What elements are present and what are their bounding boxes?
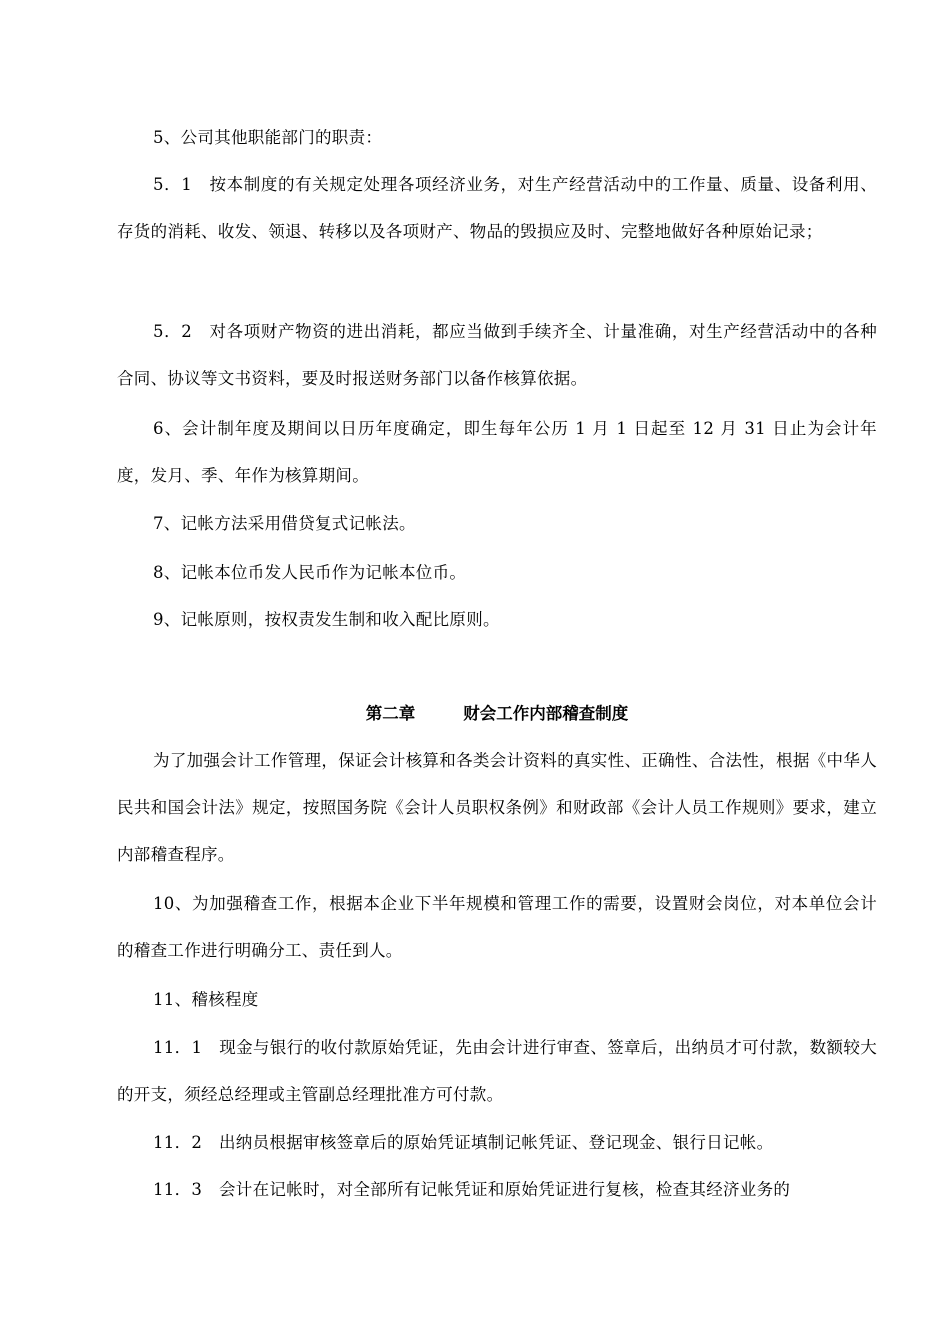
chapter-title: 财会工作内部稽查制度 bbox=[463, 704, 629, 723]
chapter-heading bbox=[117, 690, 877, 737]
paragraph-8: 8、记帐本位币发人民币作为记帐本位币。 bbox=[153, 563, 467, 582]
paragraph-5: 5、公司其他职能部门的职责： bbox=[153, 128, 383, 147]
paragraph-11: 11、稽核程度 bbox=[153, 990, 259, 1009]
paragraph-10: 10、为加强稽查工作，根据本企业下半年规模和管理工作的需要，设置财会岗位，对本单位会计的稽查工作进行明确分工、责任到人。 bbox=[117, 894, 877, 960]
paragraph-7: 7、记帐方法采用借贷复式记帐法。 bbox=[153, 514, 416, 533]
paragraph-5-1: 5．1 按本制度的有关规定处理各项经济业务，对生产经营活动中的工作量、质量、设备利用、存货的消耗、收发、领退、转移以及各项财产、物品的毁损应及时、完整地做好各种原始记录； bbox=[117, 175, 877, 241]
paragraph-11-1: 11．1 现金与银行的收付款原始凭证，先由会计进行审查、签章后，出纳员才可付款，数额较大的开支，须经总经理或主管副总经理批准方可付款。 bbox=[117, 1038, 877, 1104]
paragraph-intro: 为了加强会计工作管理，保证会计核算和各类会计资料的真实性、正确性、合法性，根据《中华人民共和国会计法》规定，按照国务院《会计人员职权条例》和财政部《会计人员工作规则》要求，建立内部稽查程序。 bbox=[117, 751, 877, 864]
paragraph-9: 9、记帐原则，按权责发生制和收入配比原则。 bbox=[153, 610, 500, 629]
paragraph-11-3: 11．3 会计在记帐时，对全部所有记帐凭证和原始凭证进行复核，检查其经济业务的 bbox=[153, 1180, 791, 1199]
chapter-number: 第二章 bbox=[365, 704, 416, 723]
paragraph-5-2: 5．2 对各项财产物资的进出消耗，都应当做到手续齐全、计量准确，对生产经营活动中的各种合同、协议等文书资料，要及时报送财务部门以备作核算依据。 bbox=[117, 322, 877, 388]
paragraph-6: 6、会计制年度及期间以日历年度确定，即生每年公历 1 月 1 日起至 12 月 31 日止为会计年度，发月、季、年作为核算期间。 bbox=[117, 419, 877, 485]
paragraph-11-2: 11．2 出纳员根据审核签章后的原始凭证填制记帐凭证、登记现金、银行日记帐。 bbox=[153, 1133, 774, 1152]
